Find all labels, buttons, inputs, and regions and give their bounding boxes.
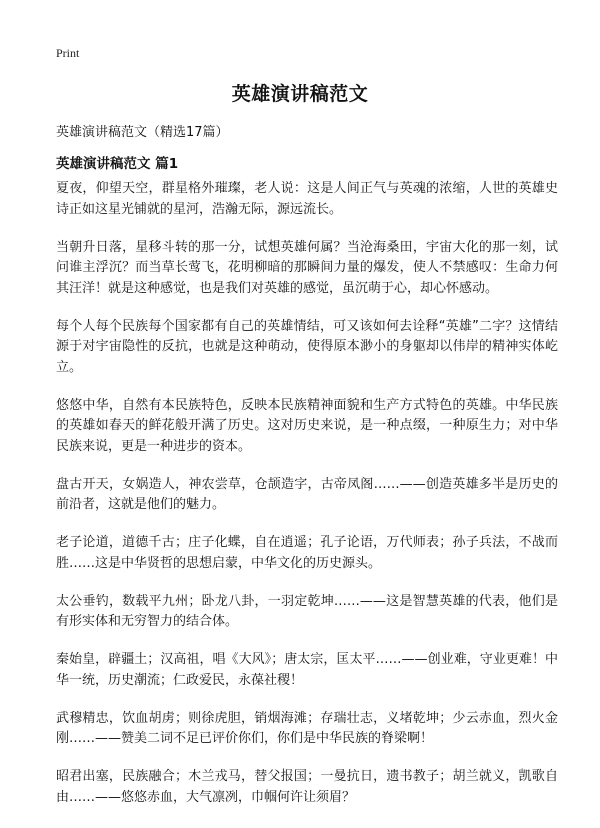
paragraph: 老子论道，道德千古；庄子化蝶，自在逍遥；孔子论语，万代师表；孙子兵法，不战而胜……这是中华贤哲的思想启蒙，中华文化的历史源头。 [56,535,558,571]
paragraph: 夏夜，仰望天空，群星格外璀璨，老人说：这是人间正气与英魂的浓缩，人世的英雄史诗正如这星光铺就的星河，浩瀚无际，源远流长。 [56,181,558,217]
paragraph: 每个人每个民族每个国家都有自己的英雄情结，可又该如何去诠释“英雄”二字？这情结源于对宇宙隐性的反抗，也就是这种萌动，使得原本渺小的身躯却以伟岸的精神实体屹立。 [56,318,558,375]
paragraph: 太公垂钓，数载平九州；卧龙八卦，一羽定乾坤……——这是智慧英雄的代表，他们是有形实体和无穷智力的结合体。 [56,593,558,629]
paragraph: 武穆精忠，饮血胡虏；则徐虎胆，销烟海滩；存瑞壮志，义堵乾坤；少云赤血，烈火金刚……——赞美二词不足已评价你们，你们是中华民族的脊梁啊！ [56,710,558,746]
paragraph: 昭君出塞，民族融合；木兰戎马，替父报国；一曼抗日，遗书教子；胡兰就义，凯歌自由……——悠悠赤血，大气凛冽，巾帼何许让须眉？ [56,769,558,805]
paragraph: 秦始皇，辟疆土；汉高祖，唱《大风》；唐太宗，匡太平……——创业难，守业更难！中华一统，历史潮流；仁政爱民，永葆社稷！ [56,652,558,688]
print-link[interactable]: Print [56,46,80,60]
paragraph: 盘古开天，女娲造人，神农尝草，仓颉造字，古帝凤阁……——创造英雄多半是历史的前沿者，这就是他们的魅力。 [56,476,558,512]
paragraph: 当朝升日落，星移斗转的那一分，试想英雄何属？当沧海桑田，宇宙大化的那一刻，试问谁主浮沉？而当草长莺飞，花明柳暗的那瞬间力量的爆发，使人不禁感叹：生命力何其汪洋！就是这种感觉，也是我们对英雄的感觉，虽沉萌于心，却心怀感动。 [56,239,558,296]
document-subtitle: 英雄演讲稿范文（精选17篇） [56,125,229,140]
paragraph: 悠悠中华，自然有本民族特色，反映本民族精神面貌和生产方式特色的英雄。中华民族的英雄如春天的鲜花般开满了历史。这对历史来说，是一种点缀，一种原生力；对中华民族来说，更是一种进步的资本。 [56,397,558,454]
section-heading: 英雄演讲稿范文 篇1 [56,156,179,172]
article-body [56,179,558,826]
document-title: 英雄演讲稿范文 [231,83,369,105]
